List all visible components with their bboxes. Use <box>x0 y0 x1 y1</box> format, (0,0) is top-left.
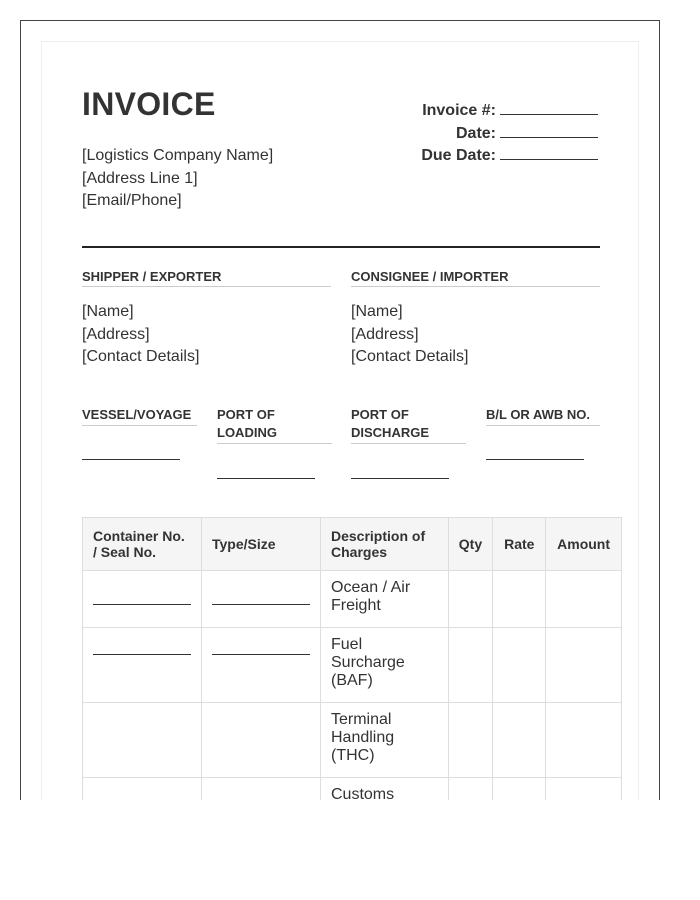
port-of-loading-label: PORT OF LOADING <box>217 406 332 444</box>
column-header-amount: Amount <box>546 518 622 571</box>
shipper-name: [Name] <box>82 303 134 320</box>
port-of-discharge-label: PORT OF DISCHARGE <box>351 406 466 444</box>
invoice-title: INVOICE <box>82 86 216 122</box>
vessel-voyage-label: VESSEL/VOYAGE <box>82 406 197 426</box>
type-size-blank[interactable] <box>212 588 310 605</box>
vessel-voyage-blank[interactable] <box>82 459 180 460</box>
container-cell[interactable] <box>83 703 202 778</box>
description-cell: Ocean / Air Freight <box>321 571 449 628</box>
company-name: [Logistics Company Name] <box>82 147 274 164</box>
bl-awb-blank[interactable] <box>486 459 584 460</box>
invoice-number-label: Invoice #: <box>422 102 496 119</box>
column-header-type-size: Type/Size <box>202 518 321 571</box>
qty-cell[interactable] <box>448 703 493 778</box>
invoice-date-label: Date: <box>455 124 496 142</box>
consignee-name: [Name] <box>351 303 403 320</box>
description-cell: Fuel Surcharge (BAF) <box>321 628 449 703</box>
due-date-blank[interactable] <box>500 145 598 160</box>
charges-table <box>82 517 622 800</box>
company-info <box>82 145 273 213</box>
qty-cell[interactable] <box>448 628 493 703</box>
consignee-contact: [Contact Details] <box>351 348 469 365</box>
shipper-heading: SHIPPER / EXPORTER <box>82 269 331 287</box>
container-blank[interactable] <box>93 588 191 605</box>
invoice-page <box>41 41 639 800</box>
header-divider <box>82 246 600 248</box>
description-cell: Terminal Handling (THC) <box>321 703 449 778</box>
type-size-cell[interactable] <box>202 703 321 778</box>
document-frame <box>20 20 660 800</box>
shipper-details <box>82 301 331 369</box>
container-cell <box>83 628 202 703</box>
consignee-details <box>351 301 600 369</box>
shipper-contact: [Contact Details] <box>82 348 200 365</box>
company-contact: [Email/Phone] <box>82 192 182 209</box>
table-header-row <box>83 518 622 571</box>
column-header-rate: Rate <box>493 518 546 571</box>
shipper-section <box>82 269 331 369</box>
due-date-row <box>421 145 598 168</box>
vessel-voyage-field <box>82 406 197 460</box>
column-header-description: Description of Charges <box>321 518 449 571</box>
table-row <box>83 703 622 778</box>
rate-cell[interactable] <box>493 571 546 628</box>
invoice-date-row <box>421 123 598 146</box>
port-of-loading-blank[interactable] <box>217 478 315 479</box>
table-row <box>83 778 622 801</box>
consignee-address: [Address] <box>351 325 419 343</box>
port-of-discharge-blank[interactable] <box>351 478 449 479</box>
rate-cell[interactable] <box>493 628 546 703</box>
shipper-address: [Address] <box>82 325 150 343</box>
qty-cell[interactable] <box>448 571 493 628</box>
company-address: [Address Line 1] <box>82 169 198 187</box>
type-size-cell <box>202 628 321 703</box>
amount-cell[interactable] <box>546 703 622 778</box>
consignee-section <box>351 269 600 369</box>
invoice-date-blank[interactable] <box>500 123 598 138</box>
port-of-discharge-field <box>351 406 466 479</box>
table-row <box>83 571 622 628</box>
port-of-loading-field <box>217 406 332 479</box>
table-row <box>83 628 622 703</box>
type-size-cell[interactable] <box>202 778 321 801</box>
type-size-cell <box>202 571 321 628</box>
rate-cell[interactable] <box>493 778 546 801</box>
container-cell[interactable] <box>83 778 202 801</box>
bl-awb-field <box>486 406 600 460</box>
description-cell: Customs <box>321 778 449 801</box>
rate-cell[interactable] <box>493 703 546 778</box>
column-header-container: Container No. / Seal No. <box>83 518 202 571</box>
invoice-meta <box>421 100 598 168</box>
container-cell <box>83 571 202 628</box>
type-size-blank[interactable] <box>212 638 310 655</box>
bl-awb-label: B/L OR AWB NO. <box>486 406 600 426</box>
amount-cell[interactable] <box>546 778 622 801</box>
due-date-label: Due Date: <box>421 147 496 164</box>
consignee-heading: CONSIGNEE / IMPORTER <box>351 269 600 287</box>
amount-cell[interactable] <box>546 571 622 628</box>
amount-cell[interactable] <box>546 628 622 703</box>
column-header-qty: Qty <box>448 518 493 571</box>
invoice-number-row <box>421 100 598 123</box>
invoice-number-blank[interactable] <box>500 100 598 115</box>
qty-cell[interactable] <box>448 778 493 801</box>
container-blank[interactable] <box>93 638 191 655</box>
